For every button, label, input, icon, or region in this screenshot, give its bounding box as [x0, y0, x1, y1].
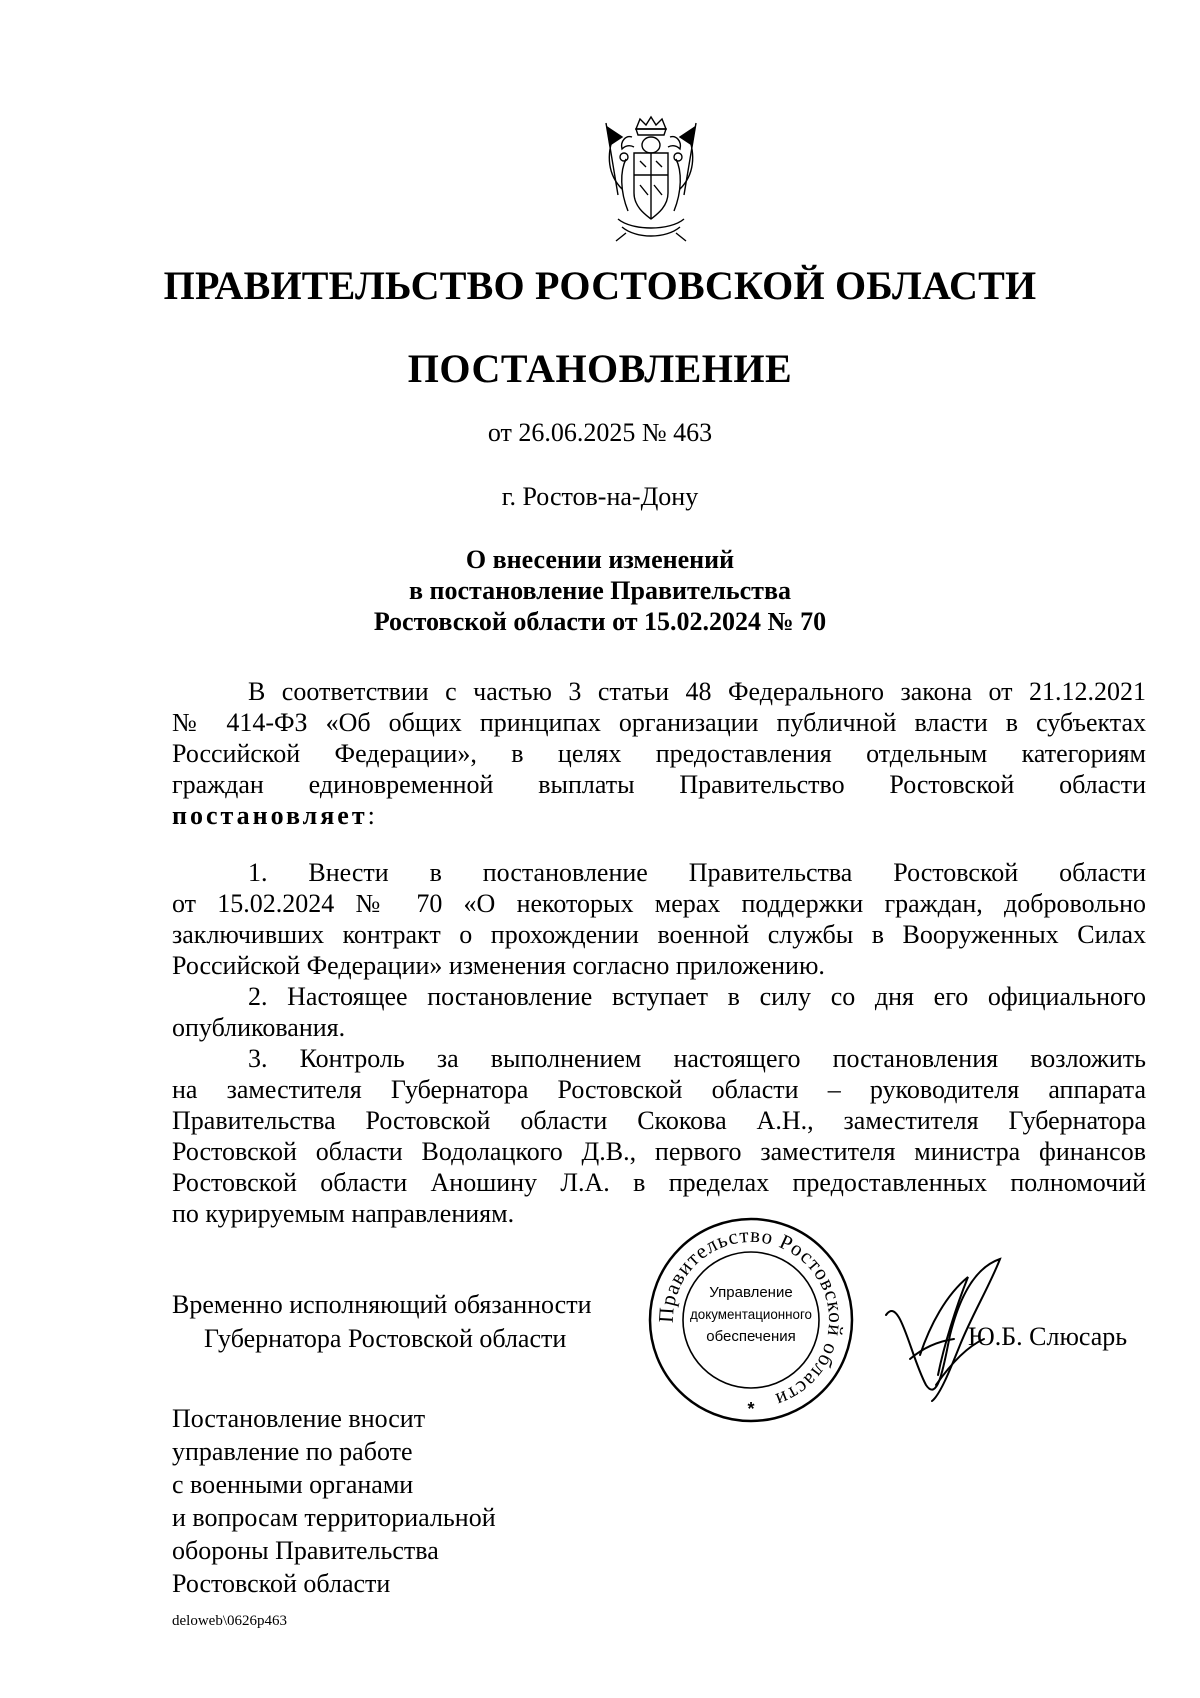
item-2 — [172, 981, 1146, 1043]
item-3 — [172, 1043, 1146, 1229]
item-line: от 15.02.2024 № 70 «О некоторых мерах поддержки граждан, добровольно — [172, 889, 1146, 918]
subject-line: Ростовской области от 15.02.2024 № 70 — [373, 607, 827, 636]
item-line: Ростовской области Аношину Л.А. в пределах предоставленных полномочий — [172, 1168, 1146, 1197]
city: г. Ростов-на-Дону — [501, 482, 699, 511]
resolves-line — [172, 800, 1146, 831]
item-line: Правительства Ростовской области Скокова А.Н., заместителя Губернатора — [172, 1106, 1146, 1135]
note-line: Постановление вносит — [172, 1404, 426, 1433]
item-line: 2. Настоящее постановление вступает в силу со дня его официального — [248, 982, 1146, 1011]
item-line: 1. Внести в постановление Правительства Ростовской области — [248, 858, 1146, 887]
document-type: ПОСТАНОВЛЕНИЕ — [407, 346, 793, 391]
position-line: Губернатора Ростовской области — [204, 1324, 567, 1353]
note-line: с военными органами — [172, 1470, 414, 1499]
document-subject — [0, 544, 1200, 637]
item-line: заключивших контракт о прохождении военной службы в Вооруженных Силах — [172, 920, 1146, 949]
note-line: и вопросам территориальной — [172, 1503, 496, 1532]
note-line: Ростовской области — [172, 1569, 391, 1598]
note-line: обороны Правительства — [172, 1536, 439, 1565]
resolves-word: постановляет — [172, 801, 368, 830]
position-line: Временно исполняющий обязанности — [172, 1290, 592, 1319]
item-line: на заместителя Губернатора Ростовской области – руководителя аппарата — [172, 1075, 1146, 1104]
preamble-line: В соответствии с частью 3 статьи 48 Федерального закона от 21.12.2021 — [248, 677, 1146, 706]
submitted-by-note — [172, 1402, 496, 1600]
preamble — [172, 676, 1146, 831]
stamp-center-line: Управление — [709, 1284, 793, 1301]
stamp-center-line: обеспечения — [706, 1328, 796, 1345]
coat-of-arms-icon — [596, 115, 706, 245]
preamble-line: граждан единовременной выплаты Правительство Ростовской области — [172, 770, 1146, 799]
item-line: Ростовской области Водолацкого Д.В., первого заместителя министра финансов — [172, 1137, 1146, 1166]
stamp-ring-text: Правительство Ростовской области — [653, 1222, 849, 1413]
preamble-line: № 414-ФЗ «Об общих принципах организации публичной власти в субъектах — [172, 708, 1146, 737]
item-line: 3. Контроль за выполнением настоящего постановления возложить — [248, 1044, 1146, 1073]
signatory-position — [172, 1288, 592, 1356]
item-line: по курируемым направлениям. — [172, 1199, 515, 1228]
file-reference: deloweb\0626p463 — [172, 1613, 287, 1629]
date-number: от 26.06.2025 № 463 — [487, 418, 713, 447]
item-line: опубликования. — [172, 1013, 346, 1042]
note-line: управление по работе — [172, 1437, 413, 1466]
organization-title: ПРАВИТЕЛЬСТВО РОСТОВСКОЙ ОБЛАСТИ — [163, 263, 1037, 308]
resolves-colon: : — [367, 801, 375, 830]
stamp-center-line: документационного — [690, 1306, 813, 1322]
item-1 — [172, 857, 1146, 981]
subject-line: О внесении изменений — [465, 545, 735, 574]
official-stamp — [647, 1215, 855, 1425]
signatory-name: Ю.Б. Слюсарь — [968, 1322, 1128, 1351]
preamble-line: Российской Федерации», в целях предоставления отдельным категориям — [172, 739, 1146, 768]
item-line: Российской Федерации» изменения согласно приложению. — [172, 951, 825, 980]
subject-line: в постановление Правительства — [408, 576, 791, 605]
stamp-star: * — [747, 1399, 755, 1419]
